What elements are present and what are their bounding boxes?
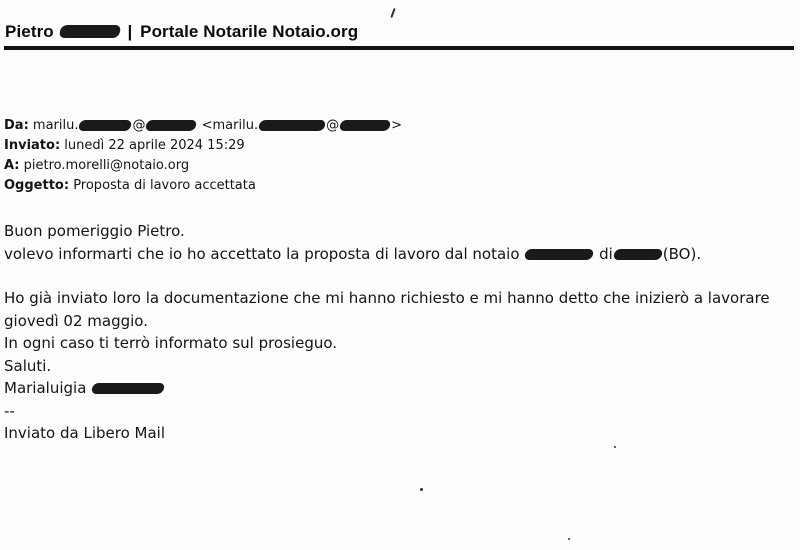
header-title: Portale Notarile Notaio.org — [140, 22, 359, 41]
header-divider — [4, 46, 794, 50]
closing-line: Saluti. — [4, 356, 52, 375]
acceptance-line — [4, 243, 770, 266]
redaction-mark — [145, 120, 197, 131]
from-prefix: marilu. — [32, 118, 79, 133]
start-date-line: giovedì 02 maggio. — [4, 311, 148, 330]
from-close: > — [391, 118, 402, 133]
documentation-line: Ho già inviato loro la documentazione che mi hanno richiesto e mi hanno detto che inizierò a lavorare — [4, 289, 770, 307]
to-value: pietro.morelli@notaio.org — [23, 158, 190, 173]
from-alt-prefix: <marilu. — [201, 118, 259, 133]
subject-value: Proposta di lavoro accettata — [73, 178, 256, 193]
signature-separator: -- — [4, 401, 15, 420]
scan-speck — [568, 538, 570, 540]
scan-speck — [614, 446, 616, 448]
header-name: Pietro — [5, 22, 54, 41]
from-label: Da: — [4, 118, 29, 133]
acceptance-di: di — [599, 244, 613, 263]
document-header — [5, 22, 358, 42]
subject-line — [4, 176, 402, 196]
from-at: @ — [132, 118, 146, 133]
subject-label: Oggetto: — [4, 178, 70, 193]
scan-speck — [420, 488, 423, 491]
to-label: A: — [4, 158, 20, 173]
redaction-mark — [524, 249, 594, 260]
scan-speck — [390, 8, 395, 18]
followup-line: In ogni caso ti terrò informato sul prosieguo. — [4, 334, 338, 352]
redaction-mark — [91, 383, 165, 394]
sent-label: Inviato: — [4, 138, 61, 153]
email-metadata — [4, 116, 402, 196]
from-line — [4, 116, 402, 136]
sent-line — [4, 136, 402, 156]
redaction-mark — [258, 120, 326, 131]
sent-from-line: Inviato da Libero Mail — [4, 424, 166, 442]
greeting-line: Buon pomeriggio Pietro. — [4, 222, 185, 240]
acceptance-end: (BO). — [662, 244, 702, 263]
signature-line — [4, 377, 770, 400]
redaction-mark — [78, 120, 132, 131]
sent-value: lunedì 22 aprile 2024 15:29 — [64, 138, 245, 153]
paragraph-gap — [4, 265, 770, 287]
redaction-mark — [58, 25, 121, 38]
email-body — [4, 220, 770, 445]
signature-name: Marialuigia — [4, 379, 87, 397]
header-separator: | — [127, 22, 133, 41]
redaction-mark — [339, 120, 391, 131]
acceptance-text: volevo informarti che io ho accettato la proposta di lavoro dal notaio — [4, 244, 520, 263]
from-alt-at: @ — [326, 118, 340, 133]
redaction-mark — [613, 249, 663, 260]
to-line — [4, 156, 402, 176]
